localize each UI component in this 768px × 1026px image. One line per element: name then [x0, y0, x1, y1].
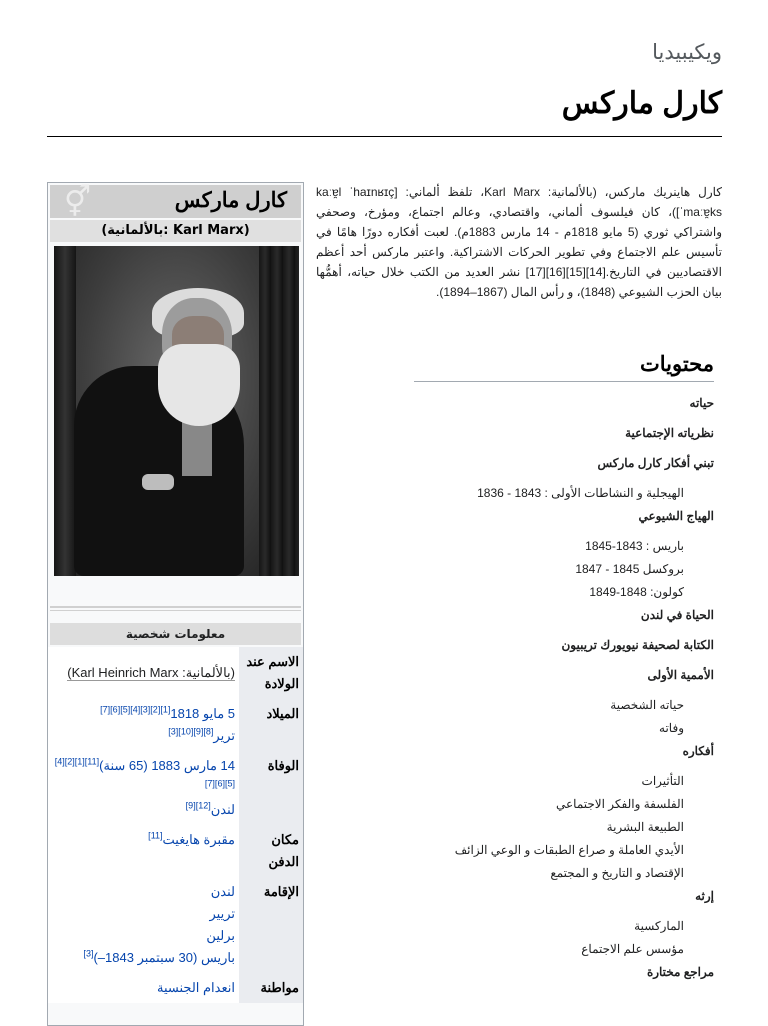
toc-item[interactable]: الماركسية [634, 919, 684, 933]
toc-item[interactable]: بروكسل 1845 - 1847 [575, 562, 684, 576]
infobox-row-birth [48, 699, 303, 751]
row-value [48, 877, 239, 973]
toc-item[interactable]: مراجع مختارة [646, 965, 714, 979]
residence-link[interactable]: لندن [210, 884, 235, 899]
residence-link[interactable]: باريس (30 سبتمبر 1843–) [93, 950, 235, 965]
infobox-row-birth-name [48, 647, 303, 699]
toc-item[interactable]: تبني أفكار كارل ماركس [597, 456, 714, 470]
infobox-separator [50, 606, 301, 611]
birth-place-link[interactable]: ترير [213, 728, 235, 743]
residence-link[interactable]: تريير [209, 906, 235, 921]
table-of-contents [414, 352, 714, 993]
toc-item[interactable]: مؤسس علم الاجتماع [581, 942, 684, 956]
citizenship-link[interactable]: انعدام الجنسية [157, 980, 235, 995]
refs[interactable]: [11] [148, 830, 163, 841]
infobox-subtitle: (بالألمانية: Karl Marx) [50, 220, 301, 242]
death-place-link[interactable]: لندن [210, 802, 235, 817]
row-value [48, 751, 239, 825]
row-label: الوفاة [239, 751, 303, 825]
row-label: الإقامة [239, 877, 303, 973]
toc-item[interactable]: الطبيعة البشرية [606, 820, 684, 834]
infobox-section-title: معلومات شخصية [50, 623, 301, 645]
title-divider [47, 136, 722, 137]
burial-place-link[interactable]: مقبرة هايغيت [162, 832, 235, 847]
refs[interactable]: [11][1][2][4][5][6][7] [54, 756, 235, 789]
refs[interactable]: [1][2][3][4][5][6][7] [100, 704, 171, 715]
toc-item[interactable]: نظرياته الإجتماعية [625, 426, 714, 440]
toc-item[interactable]: أفكاره [682, 744, 714, 758]
infobox [47, 182, 304, 1026]
toc-item[interactable]: الإقتصاد و التاريخ و المجتمع [550, 866, 684, 880]
refs[interactable]: [3] [83, 948, 94, 959]
refs[interactable]: [8][9][10][3] [168, 726, 214, 737]
gender-symbol-icon: ⚥ [64, 185, 92, 220]
toc-title: محتويات [414, 352, 714, 382]
row-label: الاسم عند الولادة [239, 647, 303, 699]
death-date-link[interactable]: 14 مارس 1883 (65 سنة) [99, 758, 235, 773]
toc-item[interactable]: التأثيرات [641, 774, 684, 788]
page-title: كارل ماركس [561, 87, 722, 120]
birth-date-link[interactable]: 5 مايو 1818 [170, 706, 235, 721]
toc-item[interactable]: إرثه [695, 889, 714, 903]
toc-item[interactable]: حياته الشخصية [610, 698, 684, 712]
residence-link[interactable]: برلين [206, 928, 235, 943]
row-label: الميلاد [239, 699, 303, 751]
toc-item[interactable]: كولون: 1848-1849 [589, 585, 684, 599]
site-name[interactable]: ويكيبيديا [652, 41, 722, 64]
infobox-title-bar [50, 185, 301, 218]
toc-item[interactable]: وفاته [659, 721, 684, 735]
portrait-image[interactable] [54, 246, 299, 576]
row-value [48, 699, 239, 751]
row-value [48, 973, 239, 1003]
infobox-row-residence [48, 877, 303, 973]
toc-item[interactable]: الأممية الأولى [647, 668, 714, 682]
infobox-row-burial [48, 825, 303, 877]
toc-item[interactable]: حياته [689, 396, 714, 410]
toc-item[interactable]: الكتابة لصحيفة نيويورك تريبيون [561, 638, 714, 652]
toc-item[interactable]: الهياج الشيوعي [638, 509, 714, 523]
row-label: مكان الدفن [239, 825, 303, 877]
toc-list [414, 394, 714, 993]
infobox-row-citizenship [48, 973, 303, 1003]
toc-item[interactable]: الأيدي العاملة و صراع الطبقات و الوعي الزائف [454, 843, 684, 857]
toc-item[interactable]: الحياة في لندن [640, 608, 714, 622]
infobox-title: كارل ماركس [174, 189, 287, 212]
toc-item[interactable]: الهيجلية و النشاطات الأولى : 1843 - 1836 [477, 486, 684, 500]
row-value: (بالألمانية: Karl Heinrich Marx) [48, 647, 239, 699]
row-label: مواطنة [239, 973, 303, 1003]
toc-item[interactable]: الفلسفة والفكر الاجتماعي [556, 797, 684, 811]
infobox-table [48, 647, 303, 1003]
row-value [48, 825, 239, 877]
lead-paragraph: كارل هاينريك ماركس، (بالألمانية: Karl Marx، تلفظ ألماني: [kaːɐ̯l ˈhaɪnʁɪç ˈmaːɐ̯ks])، كان فيلسوف ألماني، واقتصادي، وعالم اجتماع، ومؤرخ، وصحفي واشتراكي ثوري (5 مايو 1818م - 14 مارس 1883م). لعبت أفكاره دورًا هامًا في تأسيس علم الاجتماع وفي تطوير الحركات الاشتراكية. واعتبر ماركس أحد أعظم الاقتصاديين في التاريخ.[14][15][16][17] نشر العديد من الكتب خلال حياته، أهمُّها بيان الحزب الشيوعي (1848)، و رأس المال (1867–1894). [316, 185, 722, 299]
infobox-row-death [48, 751, 303, 825]
refs[interactable]: [12][9] [185, 800, 211, 811]
toc-item[interactable]: باريس : 1843-1845 [585, 539, 684, 553]
